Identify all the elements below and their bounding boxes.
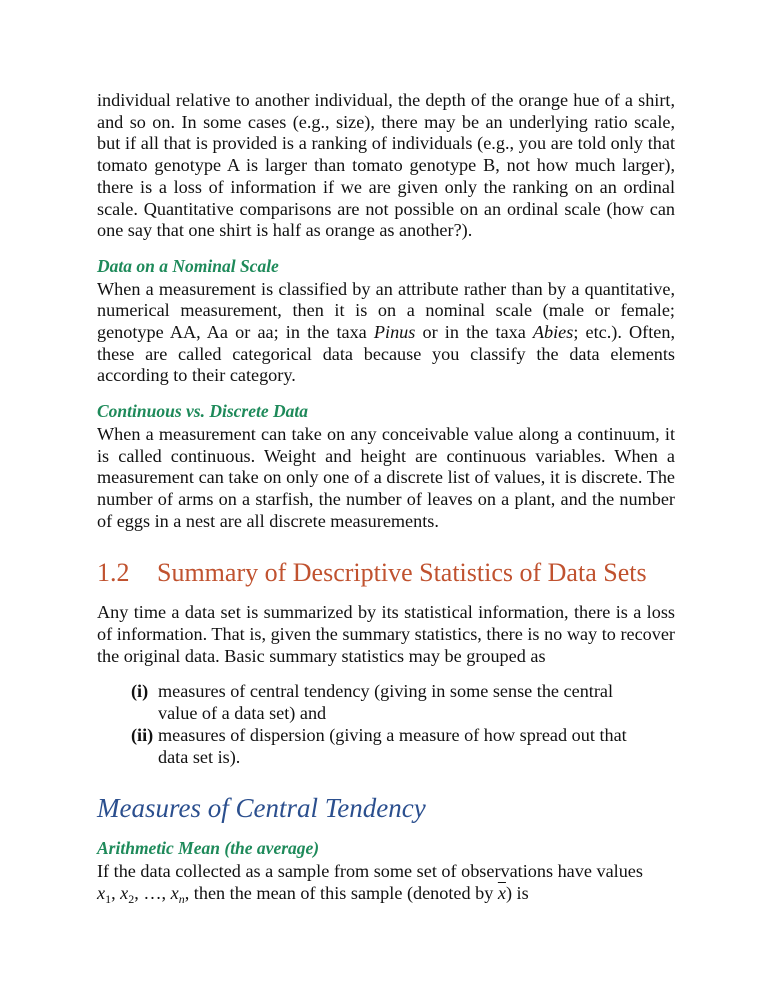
list-item <box>97 681 675 724</box>
taxon-pinus: Pinus <box>373 322 416 343</box>
mean-text-a: If the data collected as a sample from some set of observations have values <box>97 860 643 881</box>
list-item-text: measures of central tendency (giving in some sense the central value of a data set) and <box>158 681 614 724</box>
ellipsis: … <box>143 882 162 903</box>
paragraph-nominal-scale <box>97 279 675 388</box>
var-xn: $x_n$ <box>170 882 185 906</box>
list-marker: (i) <box>131 681 149 702</box>
nominal-text-b: or in the taxa <box>415 322 533 343</box>
x-bar-symbol: $\overline{x}$ <box>497 882 506 903</box>
list-item-text: measures of dispersion (giving a measure of how spread out that data set is). <box>158 724 627 767</box>
nominal-text-c: ; etc.). Often, these are called categorical data because you classify the data elements according to their category. <box>97 322 676 386</box>
list-item <box>97 725 675 768</box>
mean-text-b: , then the mean of this sample (denoted by <box>184 882 498 903</box>
section-number: 1.2 <box>97 558 130 588</box>
paragraph-ordinal-scale: individual relative to another individual, the depth of the orange hue of a shirt, and so on. In some cases (e.g., size), there may be an underlying ratio scale, but if all that is provided is a ranking of individuals (e.g., you are told only that tomato genotype A is larger than tomato genotype B, not how much larger), there is a loss of information if we are given only the ranking on an ordinal scale. Quantitative comparisons are not possible on an ordinal scale (how can one say that one shirt is half as orange as another?). <box>97 90 675 241</box>
heading-nominal-scale: Data on a Nominal Scale <box>97 255 279 276</box>
paragraph-summary-intro: Any time a data set is summarized by its statistical information, there is a loss of information. That is, given the summary statistics, there is no way to recover the original data. Basic summary statistics may be grouped as <box>97 602 675 666</box>
heading-arithmetic-mean: Arithmetic Mean (the average) <box>97 838 320 859</box>
taxon-abies: Abies <box>532 322 574 343</box>
var-x2: $x_2$ <box>120 882 135 906</box>
summary-list <box>97 681 675 768</box>
paragraph-arithmetic-mean: If the data collected as a sample from some set of observations have values $x_1$, $x_2$, …, $x_n$, then the mean of this sample (denoted by $\overline{x}$) is <box>97 860 643 906</box>
paragraph-continuous-discrete: When a measurement can take on any conceivable value along a continuum, it is called continuous. Weight and height are continuous variables. When a measurement can take on only one of a discrete list of values, it is discrete. The number of arms on a starfish, the number of leaves on a plant, and the number of eggs in a nest are all discrete measurements. <box>97 423 675 531</box>
section-title <box>97 558 675 588</box>
mean-text-c: ) is <box>505 882 529 903</box>
list-marker: (ii) <box>131 724 154 745</box>
central-tendency-title: Measures of Central Tendency <box>97 793 426 824</box>
section-title-text: Summary of Descriptive Statistics of Data Sets <box>157 558 647 588</box>
heading-continuous-discrete: Continuous vs. Discrete Data <box>97 401 308 422</box>
var-x1: $x_1$ <box>97 882 112 906</box>
document-page <box>97 90 675 910</box>
nominal-text-a: When a measurement is classified by an attribute rather than by a quantitative, numerical measurement, then it is on a nominal scale (male or female; genotype AA, Aa or aa; in the taxa <box>97 278 675 343</box>
